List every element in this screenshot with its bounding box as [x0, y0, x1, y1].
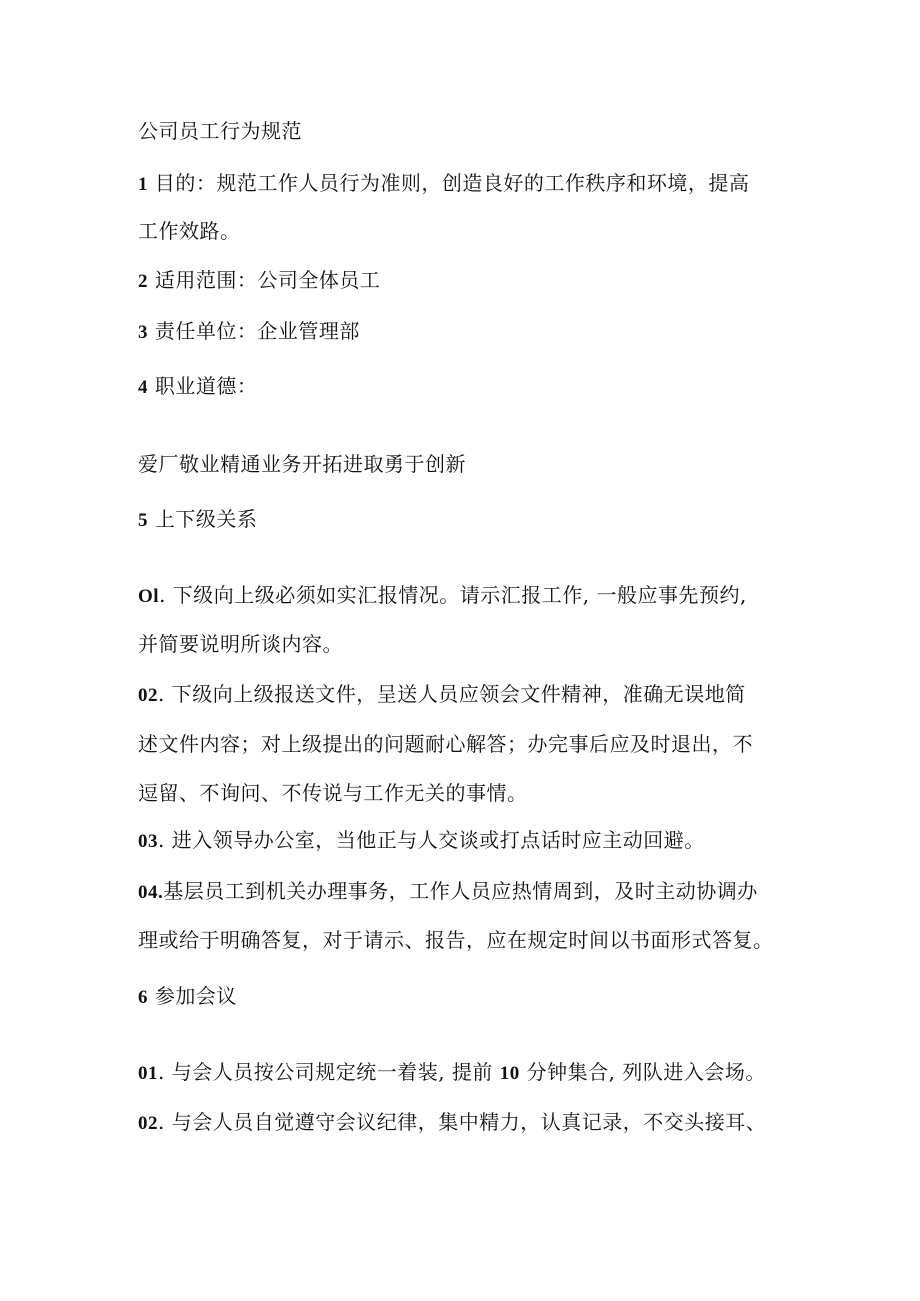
item-text: . 与会人员自觉遵守会议纪律，集中精力，认真记录，不交头接耳、	[158, 1110, 767, 1134]
section-4	[138, 373, 257, 401]
section-number: 2	[138, 271, 148, 292]
s5-item-4-line-1	[138, 878, 758, 906]
section-number: 4	[138, 377, 148, 398]
item-text: 基层员工到机关办理事务，工作人员应热情周到，及时主动协调办	[163, 879, 758, 903]
item-number: 02	[138, 1113, 158, 1134]
section-number: 3	[138, 322, 148, 343]
s5-item-2-line-2	[138, 731, 753, 757]
s5-item-3	[138, 827, 705, 855]
section-3	[138, 318, 360, 346]
item-number: 03	[138, 831, 158, 852]
section-2	[138, 267, 380, 295]
s5-item-1-line-2	[138, 631, 343, 657]
section-number: 1	[138, 174, 148, 195]
item-text: 分钟集合, 列队进入会场。	[519, 1060, 766, 1084]
section-text: 责任单位：企业管理部	[154, 319, 360, 343]
section-1-line-2	[138, 218, 241, 244]
s5-item-2-line-1	[138, 681, 746, 709]
section-1-line-1	[138, 170, 749, 198]
section-5	[138, 506, 257, 534]
ethics-text	[138, 451, 466, 477]
item-text: 逗留、不询问、不传说与工作无关的事情。	[138, 781, 528, 805]
document-title-text: 公司员工行为规范	[138, 119, 302, 143]
item-text: 理或给于明确答复，对于请示、报告，应在规定时间以书面形式答复。	[138, 928, 774, 952]
section-text: 目的：规范工作人员行为准则，创造良好的工作秩序和环境，提高	[154, 171, 750, 195]
s6-item-2	[138, 1109, 766, 1137]
s5-item-1-line-1	[138, 582, 747, 610]
section-number: 6	[138, 987, 148, 1008]
s5-item-2-line-3	[138, 780, 528, 806]
item-number: 01	[138, 1063, 158, 1084]
section-text: 适用范围：公司全体员工	[154, 268, 381, 292]
item-number: 02	[138, 685, 158, 706]
item-text: . 进入领导办公室，当他正与人交谈或打点话时应主动回避。	[158, 828, 705, 852]
section-text: 上下级关系	[154, 507, 258, 531]
item-text: . 与会人员按公司规定统一着装, 提前	[158, 1060, 500, 1084]
item-text: 述文件内容；对上级提出的问题耐心解答；办完事后应及时退出，不	[138, 732, 753, 756]
item-number: Ol	[138, 586, 160, 607]
section-text: 职业道德：	[154, 374, 258, 398]
document-title	[138, 118, 302, 144]
item-text: . 下级向上级报送文件，呈送人员应领会文件精神，准确无误地简	[158, 682, 746, 706]
s6-item-1	[138, 1059, 766, 1087]
item-number: 04.	[138, 882, 164, 903]
section-6	[138, 983, 237, 1011]
minutes-number: 10	[499, 1063, 520, 1084]
section-text: 工作效路。	[138, 219, 241, 243]
section-number: 5	[138, 510, 148, 531]
item-text: 并简要说明所谈内容。	[138, 632, 343, 656]
ethics-statement: 爱厂敬业精通业务开拓进取勇于创新	[138, 452, 466, 476]
item-text: . 下级向上级必须如实汇报情况。请示汇报工作, 一般应事先预约,	[159, 583, 747, 607]
section-text: 参加会议	[154, 984, 237, 1008]
s5-item-4-line-2	[138, 927, 774, 953]
